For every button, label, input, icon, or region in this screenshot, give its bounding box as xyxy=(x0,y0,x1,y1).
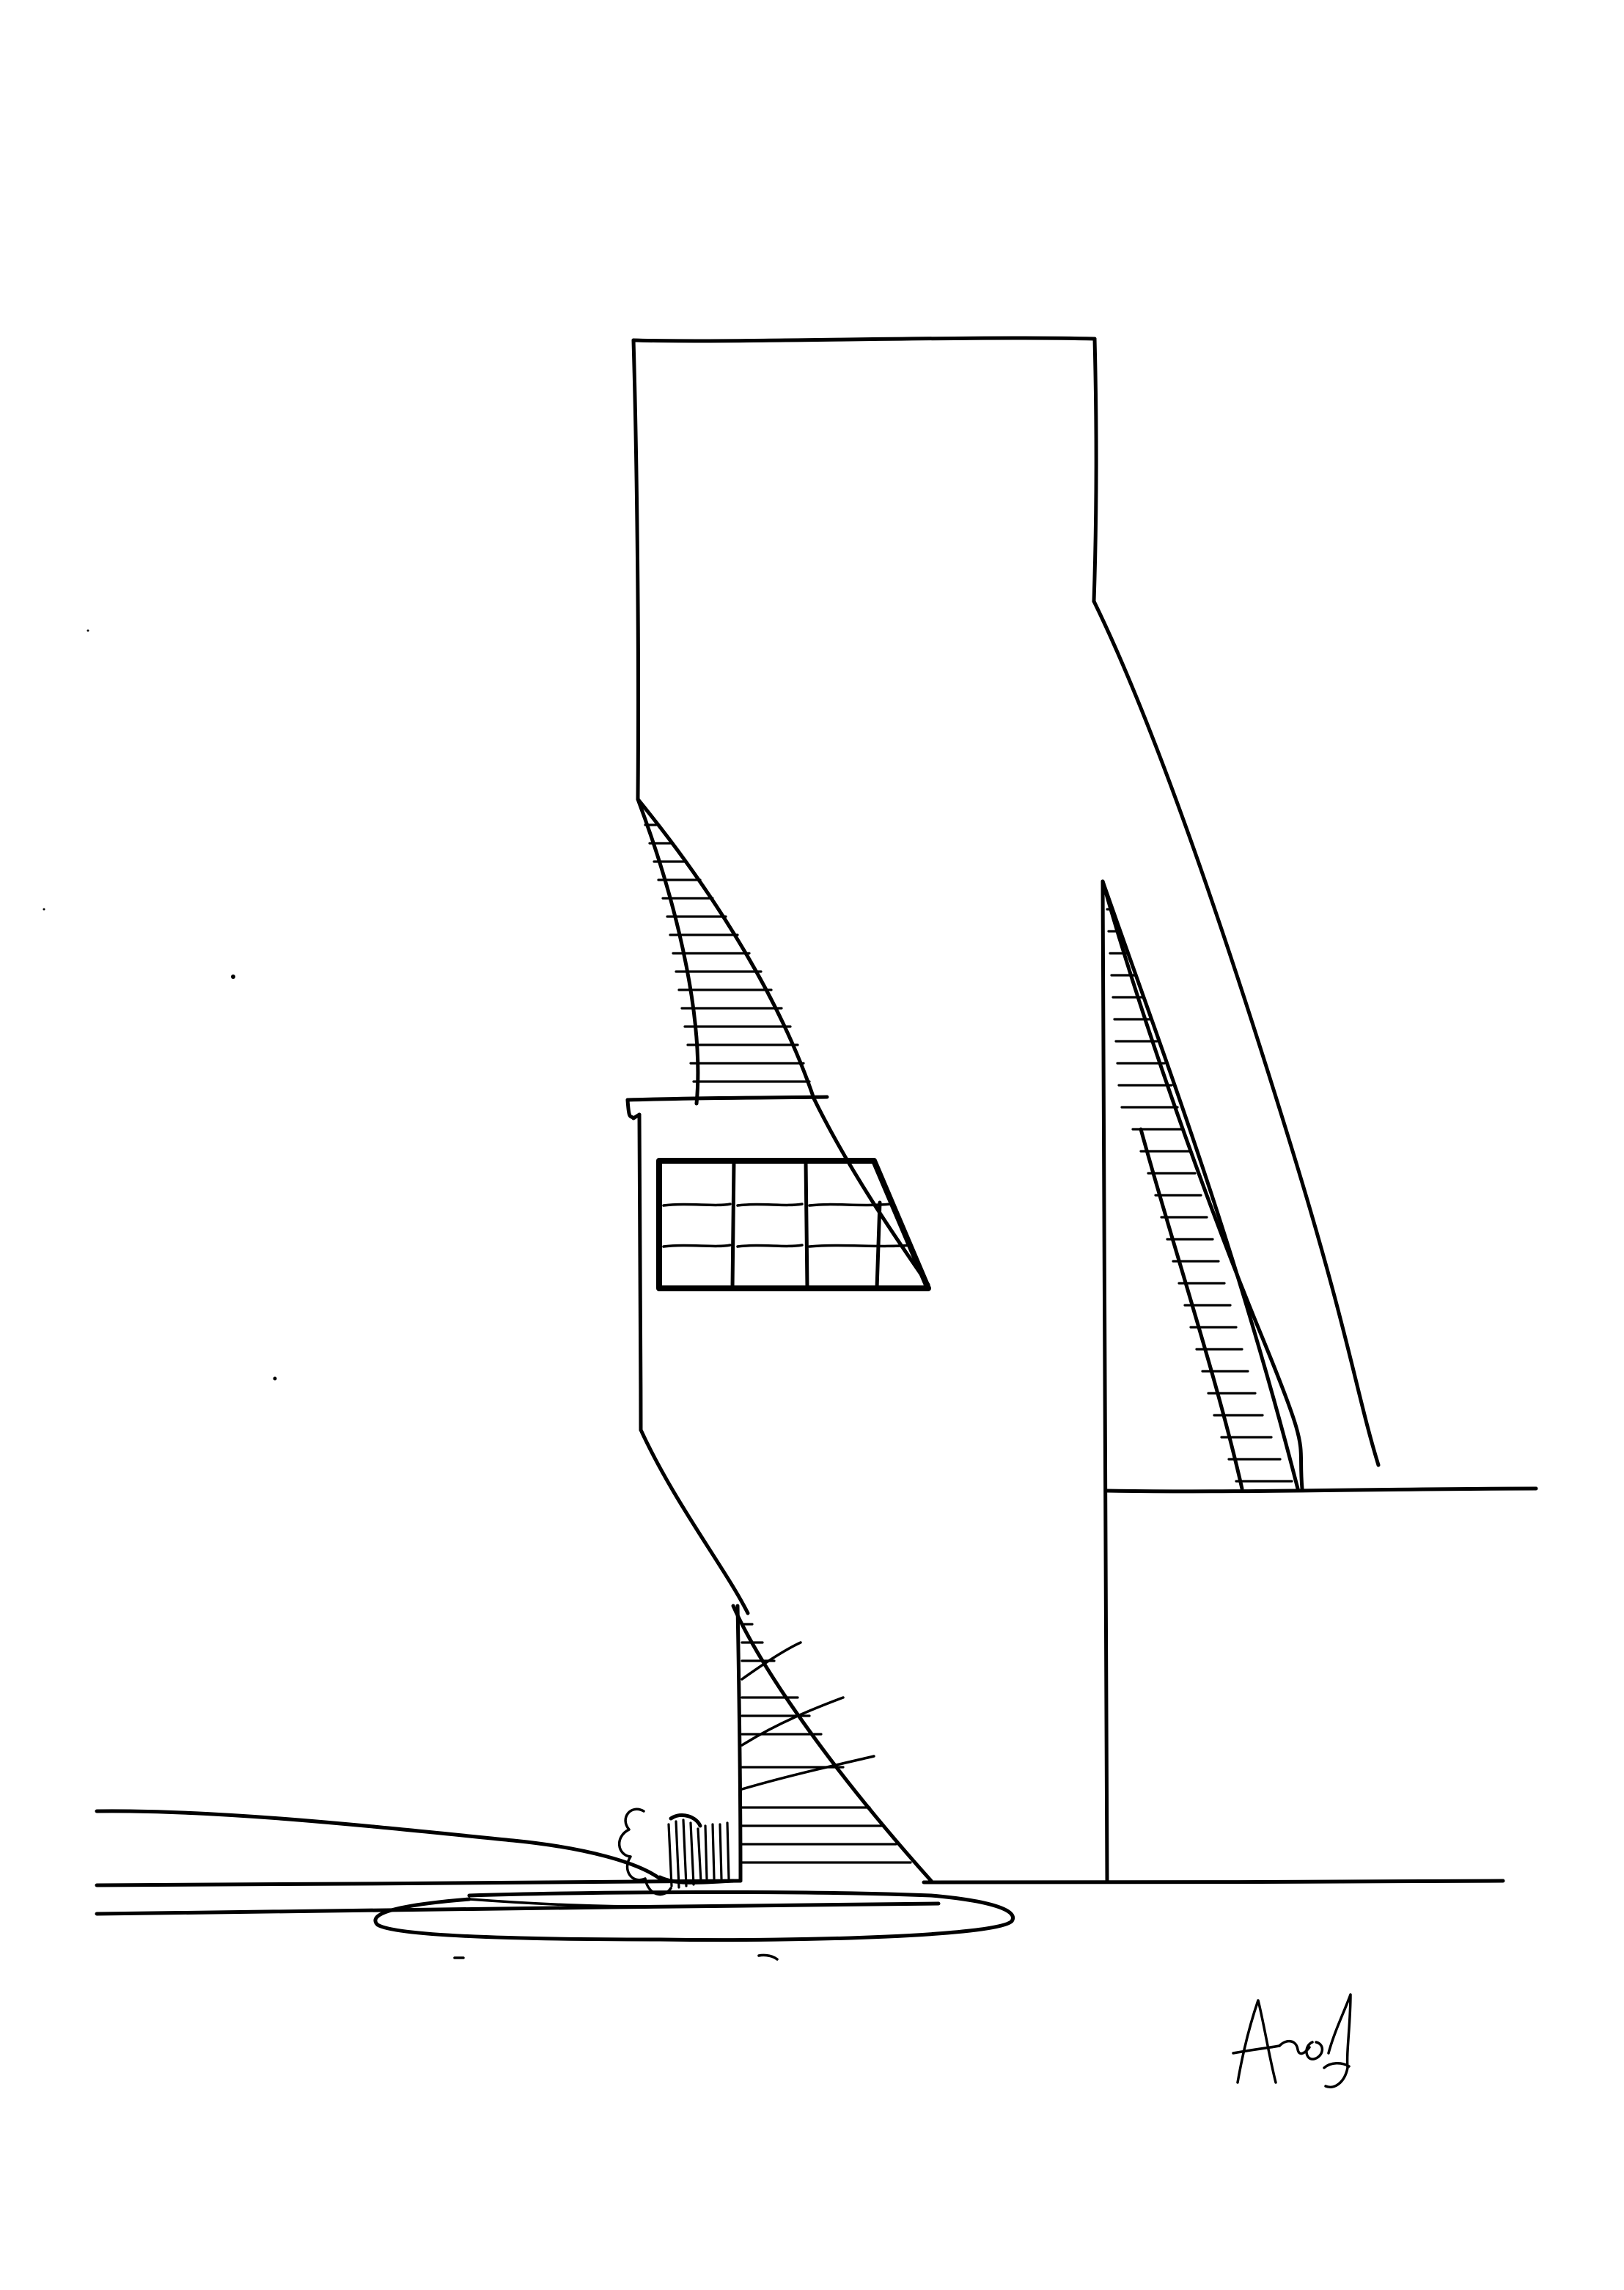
ground xyxy=(97,1811,1503,1959)
tower-outline xyxy=(633,338,1536,1881)
signature xyxy=(1233,1994,1351,2087)
upper-left-shadow xyxy=(638,799,814,1104)
lower-left-shadow xyxy=(733,1606,931,1881)
paper-specks xyxy=(43,630,277,1381)
right-recess-shadow xyxy=(1103,881,1298,1489)
window-block xyxy=(628,1097,928,1285)
